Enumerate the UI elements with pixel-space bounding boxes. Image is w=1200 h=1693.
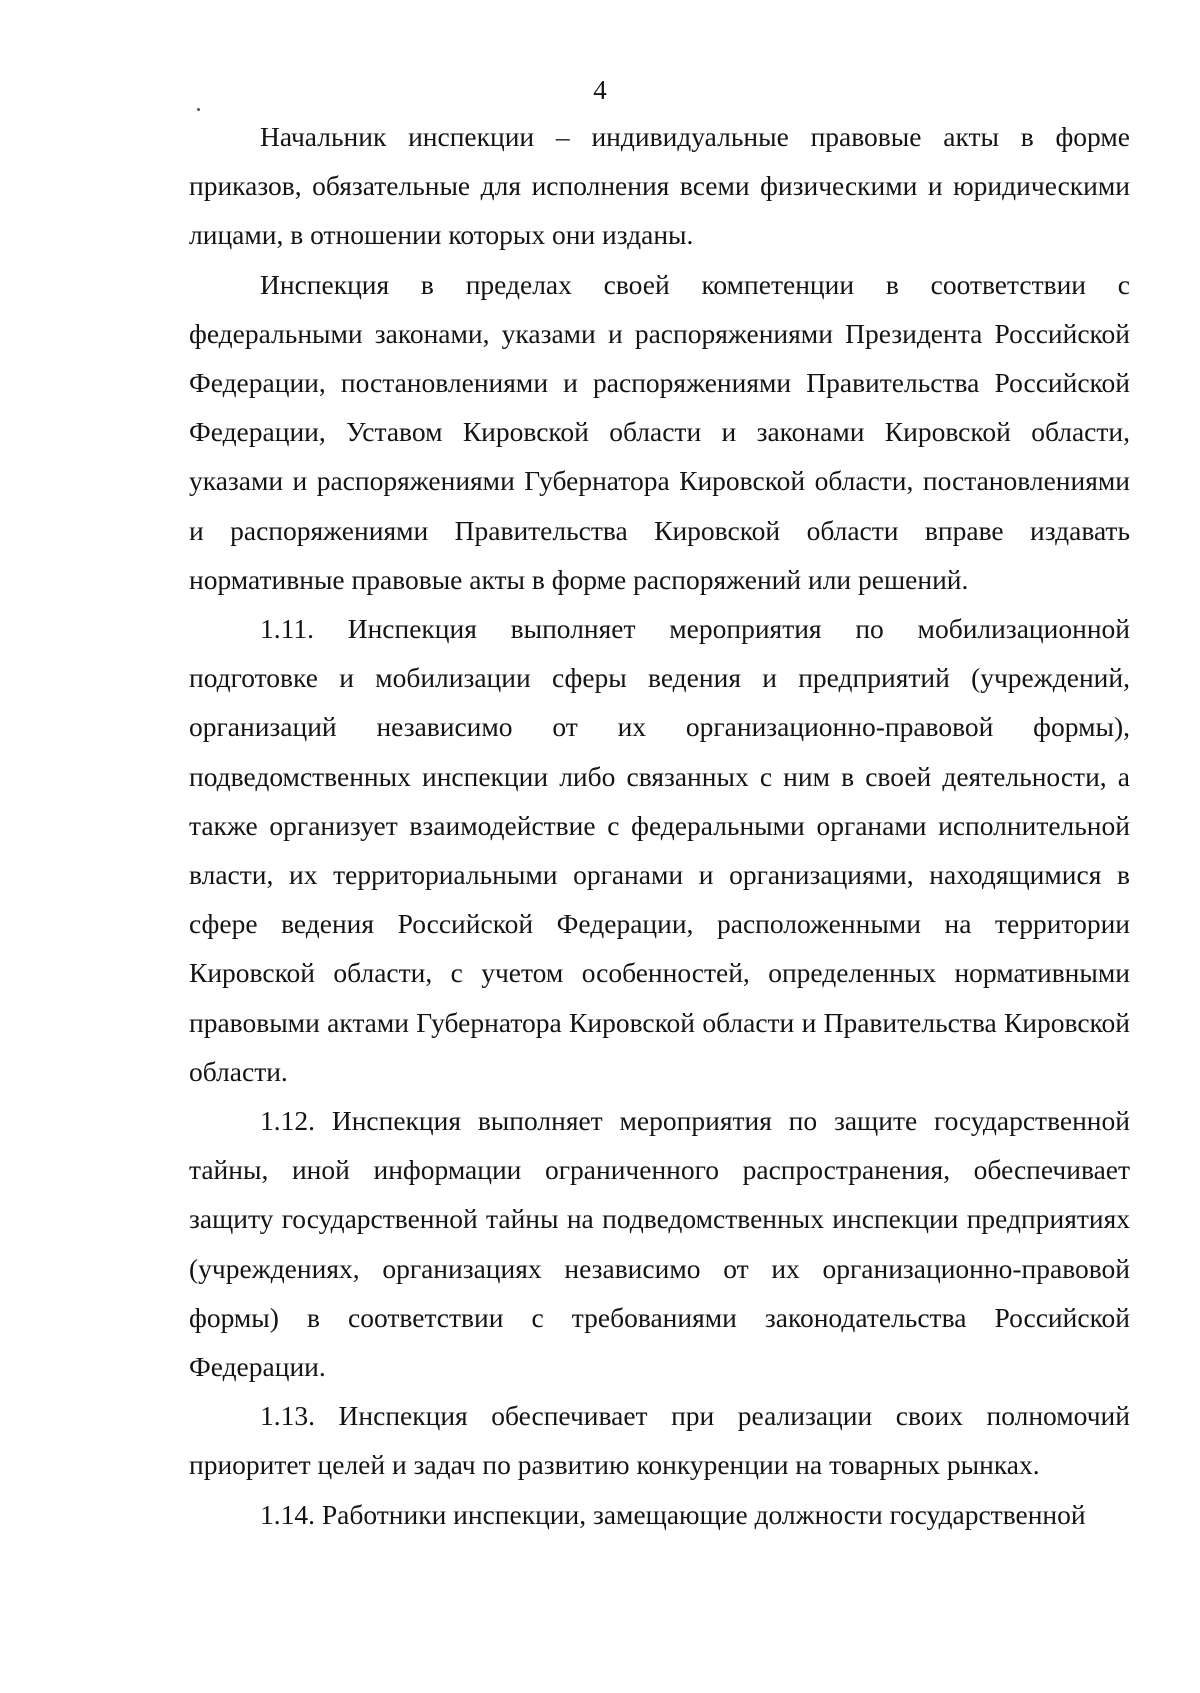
- paragraph-head-of-inspection-acts: Начальник инспекции – индивидуальные правовые акты в форме приказов, обязательные для исполнения всеми физическими и юридическими лицами, в отношении которых они изданы.: [189, 121, 1130, 251]
- paragraph-inspection-competence: Инспекция в пределах своей компетенции в соответствии с федеральными законами, указами и распоряжениями Президента Российской Федерации, постановлениями и распоряжениями Правительства Российской Федерации, Уставом Кировской области и законами Кировской области, указами и распоряжениями Губернатора Кировской области, постановлениями и распоряжениями Правительства Кировской области вправе издавать нормативные правовые акты в форме распоряжений или решений.: [189, 268, 1130, 595]
- scan-speck: [197, 108, 200, 111]
- paragraph-1-14-employees: 1.14. Работники инспекции, замещающие должности государственной: [260, 1498, 1086, 1530]
- document-body: [189, 112, 1130, 1539]
- paragraph-1-13-competition: 1.13. Инспекция обеспечивает при реализации своих полномочий приоритет целей и задач по развитию конкуренции на товарных рынках.: [189, 1400, 1130, 1481]
- paragraph-1-11-mobilization: 1.11. Инспекция выполняет мероприятия по мобилизационной подготовке и мобилизации сферы ведения и предприятий (учреждений, организаций независимо от их организационно-правовой формы), подведомственных инспекции либо связанных с ним в своей деятельности, а также организует взаимодействие с федеральными органами исполнительной власти, их территориальными органами и организациями, находящимися в сфере ведения Российской Федерации, расположенными на территории Кировской области, с учетом особенностей, определенных нормативными правовыми актами Губернатора Кировской области и Правительства Кировской области.: [189, 613, 1130, 1087]
- paragraph-1-12-state-secret: 1.12. Инспекция выполняет мероприятия по защите государственной тайны, иной информации ограниченного распространения, обеспечивает защиту государственной тайны на подведомственных инспекции предприятиях (учреждениях, организациях независимо от их организационно-правовой формы) в соответствии с требованиями законодательства Российской Федерации.: [189, 1105, 1130, 1383]
- page-number: 4: [593, 75, 607, 105]
